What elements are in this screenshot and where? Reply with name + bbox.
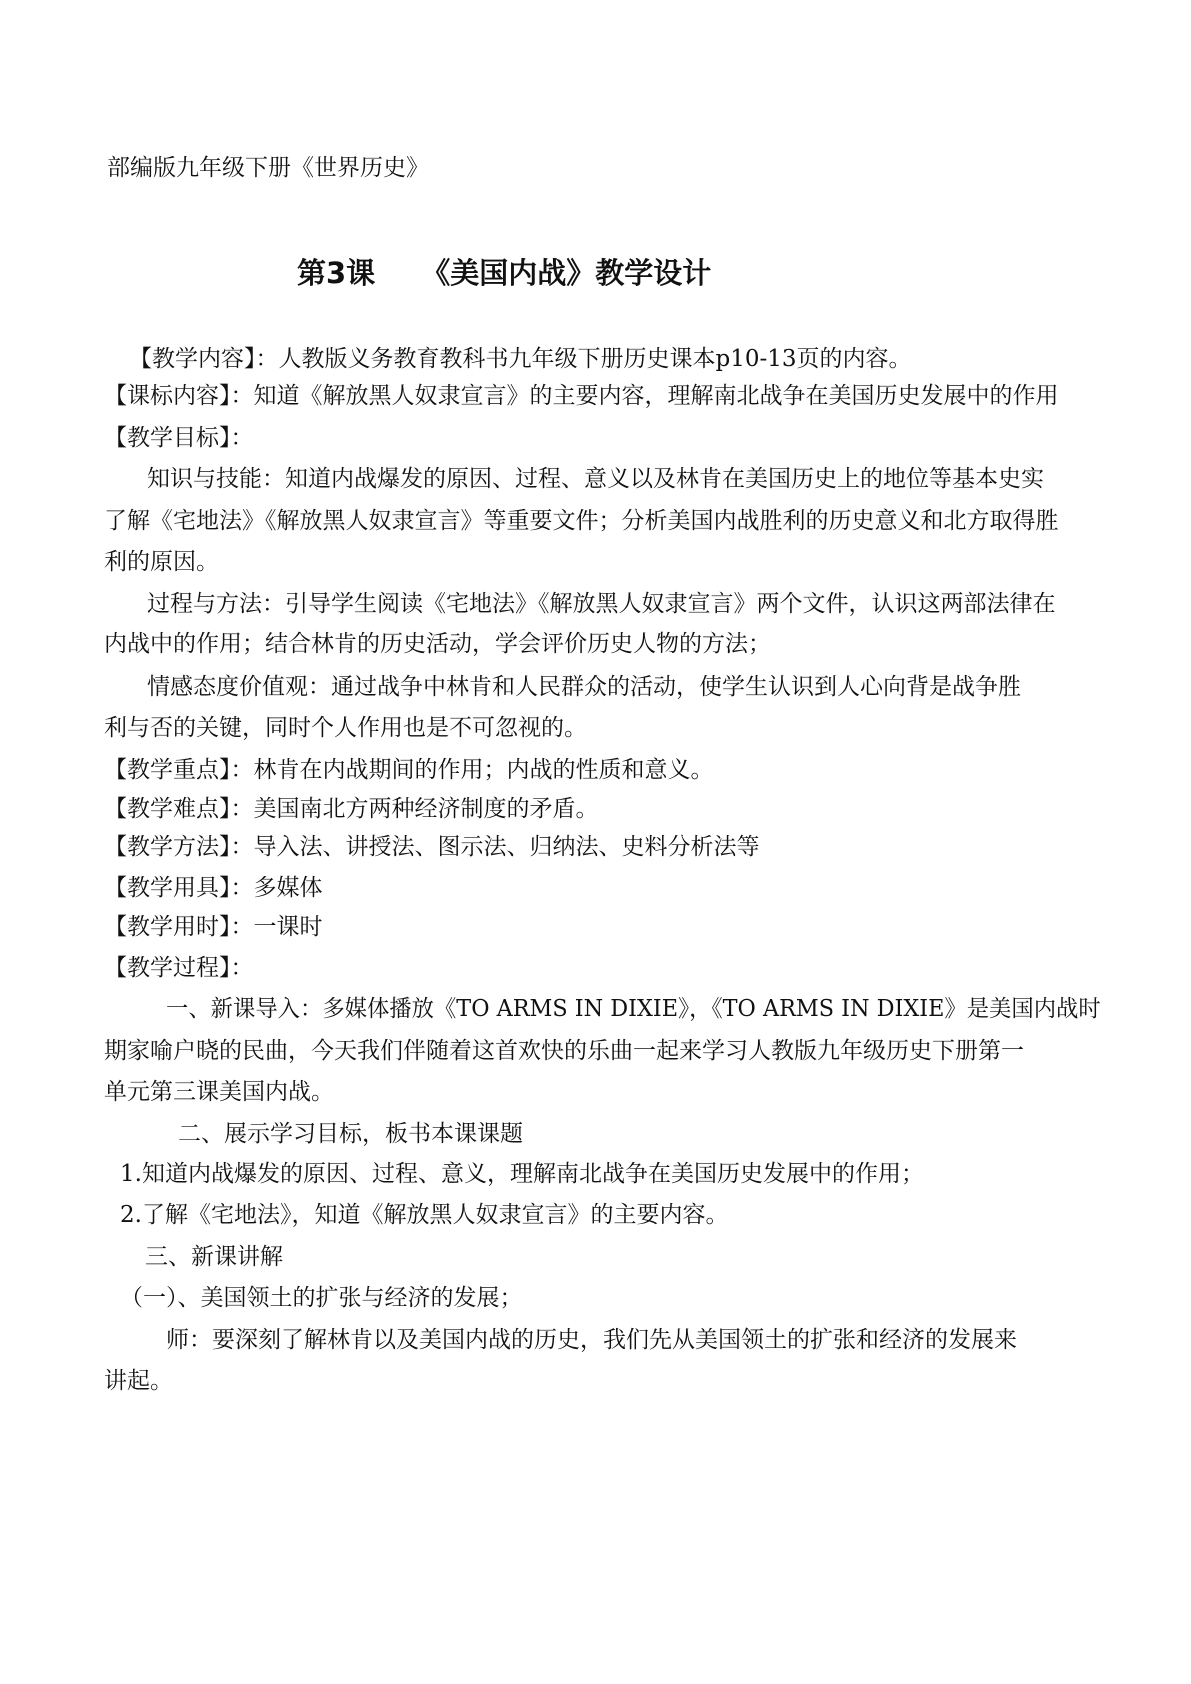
goal-process-line-1: 过程与方法：引导学生阅读《宅地法》《解放黑人奴隶宣言》两个文件，认识这两部法律在 [147,591,1056,617]
teaching-content-line: 【教学内容】：人教版义务教育教科书九年级下册历史课本p10-13页的内容。 [129,346,912,372]
lesson-number: 第3课 [297,256,376,290]
subsection-1-heading: （一）、美国领土的扩张与经济的发展； [120,1285,523,1311]
objective-1: 1.知道内战爆发的原因、过程、意义，理解南北战争在美国历史发展中的作用； [120,1161,924,1187]
step-two-heading: 二、展示学习目标，板书本课课题 [178,1121,523,1147]
intro-line-3: 单元第三课美国内战。 [104,1079,334,1105]
goal-knowledge-line-2: 了解《宅地法》《解放黑人奴隶宣言》等重要文件；分析美国内战胜利的历史意义和北方取得胜 [104,508,1059,534]
key-points-line: 【教学重点】：林肯在内战期间的作用；内战的性质和意义。 [104,757,714,783]
teacher-line-2: 讲起。 [104,1368,173,1394]
curriculum-line: 【课标内容】：知道《解放黑人奴隶宣言》的主要内容，理解南北战争在美国历史发展中的作用 [104,383,1059,409]
page-title [297,255,711,291]
goals-heading: 【教学目标】： [104,425,254,451]
tools-line: 【教学用具】：多媒体 [104,875,323,901]
intro-line-1: 一、新课导入：多媒体播放《TO ARMS IN DIXIE》，《TO ARMS IN DIXIE》是美国内战时 [166,996,1101,1022]
methods-line: 【教学方法】：导入法、讲授法、图示法、归纳法、史料分析法等 [104,834,760,860]
intro-line-2: 期家喻户晓的民曲，今天我们伴随着这首欢快的乐曲一起来学习人教版九年级历史下册第一 [104,1038,1024,1064]
time-line: 【教学用时】：一课时 [104,914,323,940]
teacher-line-1: 师：要深刻了解林肯以及美国内战的历史，我们先从美国领土的扩张和经济的发展来 [166,1327,1017,1353]
goal-attitude-line-1: 情感态度价值观：通过战争中林肯和人民群众的活动，使学生认识到人心向背是战争胜 [147,674,1021,700]
process-heading: 【教学过程】： [104,955,254,981]
step-three-heading: 三、新课讲解 [145,1244,283,1270]
difficulties-line: 【教学难点】：美国南北方两种经济制度的矛盾。 [104,796,599,822]
goal-knowledge-line-3: 利的原因。 [104,549,219,575]
lesson-name: 《美国内战》教学设计 [421,256,712,290]
goal-knowledge-line-1: 知识与技能：知道内战爆发的原因、过程、意义以及林肯在美国历史上的地位等基本史实 [147,466,1044,492]
goal-process-line-2: 内战中的作用；结合林肯的历史活动，学会评价历史人物的方法； [104,631,771,657]
subject-header: 部编版九年级下册《世界历史》 [107,155,429,181]
objective-2: 2.了解《宅地法》，知道《解放黑人奴隶宣言》的主要内容。 [120,1202,729,1228]
goal-attitude-line-2: 利与否的关键，同时个人作用也是不可忽视的。 [104,715,587,741]
